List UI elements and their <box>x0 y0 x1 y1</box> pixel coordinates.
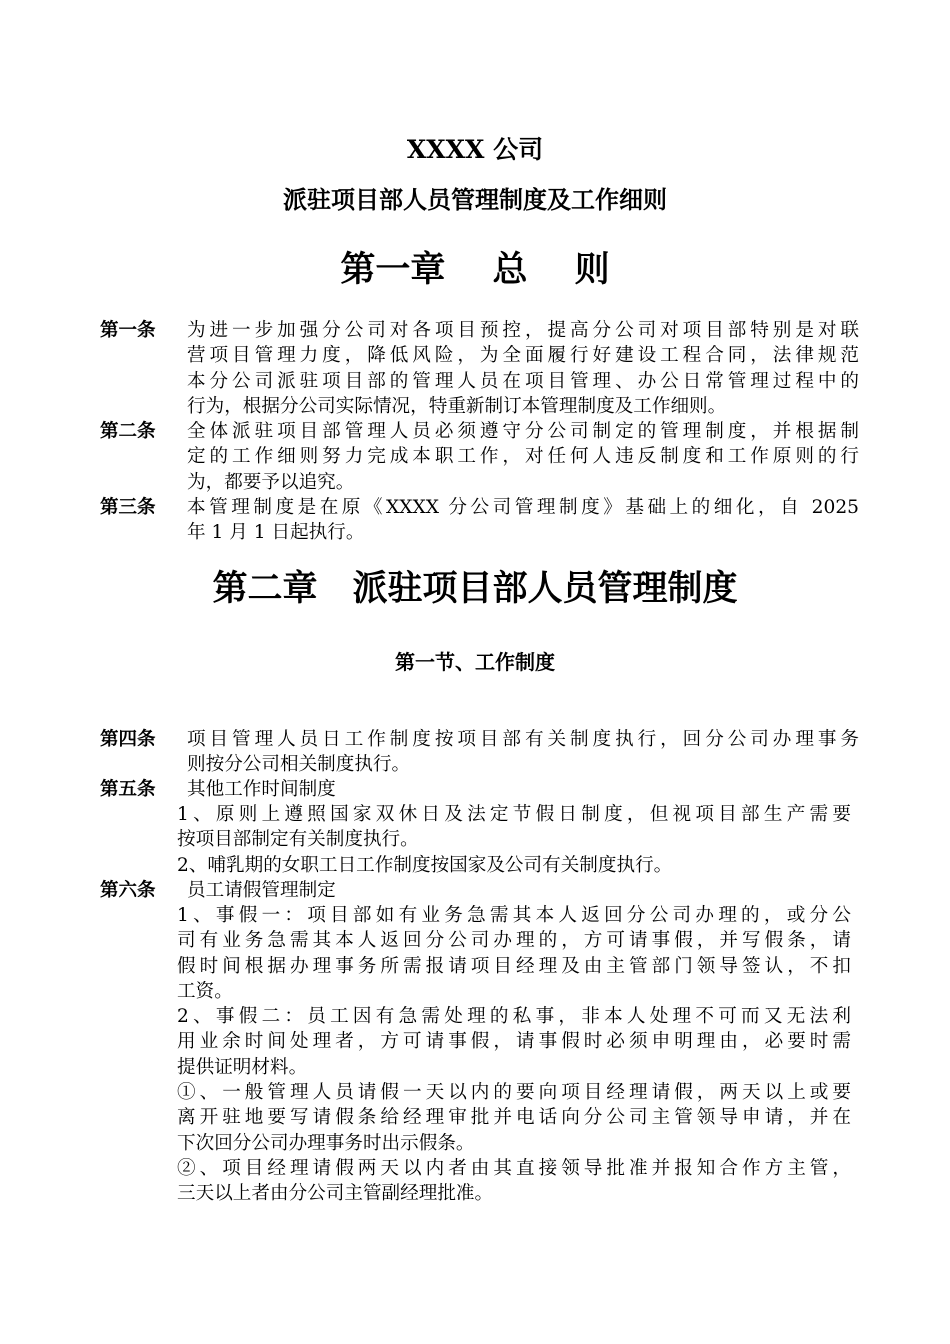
article-heading <box>187 878 859 903</box>
article-label: 第四条 <box>100 729 156 750</box>
article-line: 本管理制度是在原《XXXX 分公司管理制度》基础上的细化，自 2025 <box>187 497 859 518</box>
article-line: 营项目管理力度，降低风险，为全面履行好建设工程合同，法律规范 <box>187 345 859 367</box>
item-line: 2、事假二：员工因有急需处理的私事，非本人处理不可而又无法利 <box>177 1006 851 1028</box>
chapter-2-title: 第二章 派驻项目部人员管理制度 <box>212 569 738 609</box>
item-line: 1、事假一：项目部如有业务急需其本人返回分公司办理的，或分公 <box>177 905 851 926</box>
item-line: 1、原则上遵照国家双休日及法定节假日制度，但视项目部生产需要 <box>177 804 851 825</box>
item-line: 司有业务急需其本人返回分公司办理的，方可请事假，并写假条，请 <box>177 930 851 952</box>
article-label: 第五条 <box>100 779 156 800</box>
article-line: 项目管理人员日工作制度按项目部有关制度执行，回分公司办理事务 <box>187 729 859 750</box>
article-body <box>187 419 859 495</box>
item-line: 2、哺乳期的女职工日工作制度按国家及公司有关制度执行。 <box>177 854 673 876</box>
item-line: ②、项目经理请假两天以内者由其直接领导批准并报知合作方主管， <box>177 1157 851 1179</box>
item-line: ①、一般管理人员请假一天以内的要向项目经理请假，两天以上或要 <box>177 1082 851 1104</box>
article-body <box>187 727 859 778</box>
article-line: 则按分公司相关制度执行。 <box>187 754 411 776</box>
article-label: 第二条 <box>100 421 156 442</box>
item-line: 提供证明材料。 <box>177 1056 308 1078</box>
article-label: 第一条 <box>100 320 156 341</box>
company-title: XXXX 公司 <box>406 135 544 164</box>
document-title: 派驻项目部人员管理制度及工作细则 <box>283 186 667 214</box>
article-line: 本分公司派驻项目部的管理人员在项目管理、办公日常管理过程中的 <box>187 370 859 392</box>
article-label: 第六条 <box>100 880 156 901</box>
chapter-1-title: 第一章 总 则 <box>340 250 610 290</box>
article-heading-text: 其他工作时间制度 <box>187 779 336 800</box>
item-line: 用业余时间处理者，方可请事假，请事假时必须申明理由，必要时需 <box>177 1031 851 1053</box>
item-line: 假时间根据办理事务所需报请项目经理及由主管部门领导签认，不扣 <box>177 955 851 977</box>
article-6-items <box>177 903 851 1207</box>
article-line: 行为，根据分公司实际情况，特重新制订本管理制度及工作细则。 <box>187 395 727 417</box>
article-line: 全体派驻项目部管理人员必须遵守分公司制定的管理制度，并根据制 <box>187 421 859 442</box>
article-heading <box>187 777 859 802</box>
item-line: 离开驻地要写请假条给经理审批并电话向分公司主管领导申请，并在 <box>177 1107 851 1129</box>
item-line: 工资。 <box>177 980 233 1002</box>
article-line: 年 1 月 1 日起执行。 <box>187 522 365 544</box>
article-label: 第三条 <box>100 497 156 518</box>
article-line: 为进一步加强分公司对各项目预控，提高分公司对项目部特别是对联 <box>187 320 859 341</box>
article-body <box>187 495 859 546</box>
section-1-title: 第一节、工作制度 <box>395 650 555 674</box>
article-body <box>187 318 859 419</box>
item-line: 下次回分公司办理事务时出示假条。 <box>177 1132 475 1154</box>
article-line: 定的工作细则努力完成本职工作，对任何人违反制度和工作原则的行 <box>187 446 859 468</box>
article-heading-text: 员工请假管理制定 <box>187 880 336 901</box>
item-line: 三天以上者由分公司主管副经理批准。 <box>177 1183 494 1205</box>
article-line: 为，都要予以追究。 <box>187 471 355 493</box>
article-5-items <box>177 802 851 878</box>
item-line: 按项目部制定有关制度执行。 <box>177 829 419 851</box>
